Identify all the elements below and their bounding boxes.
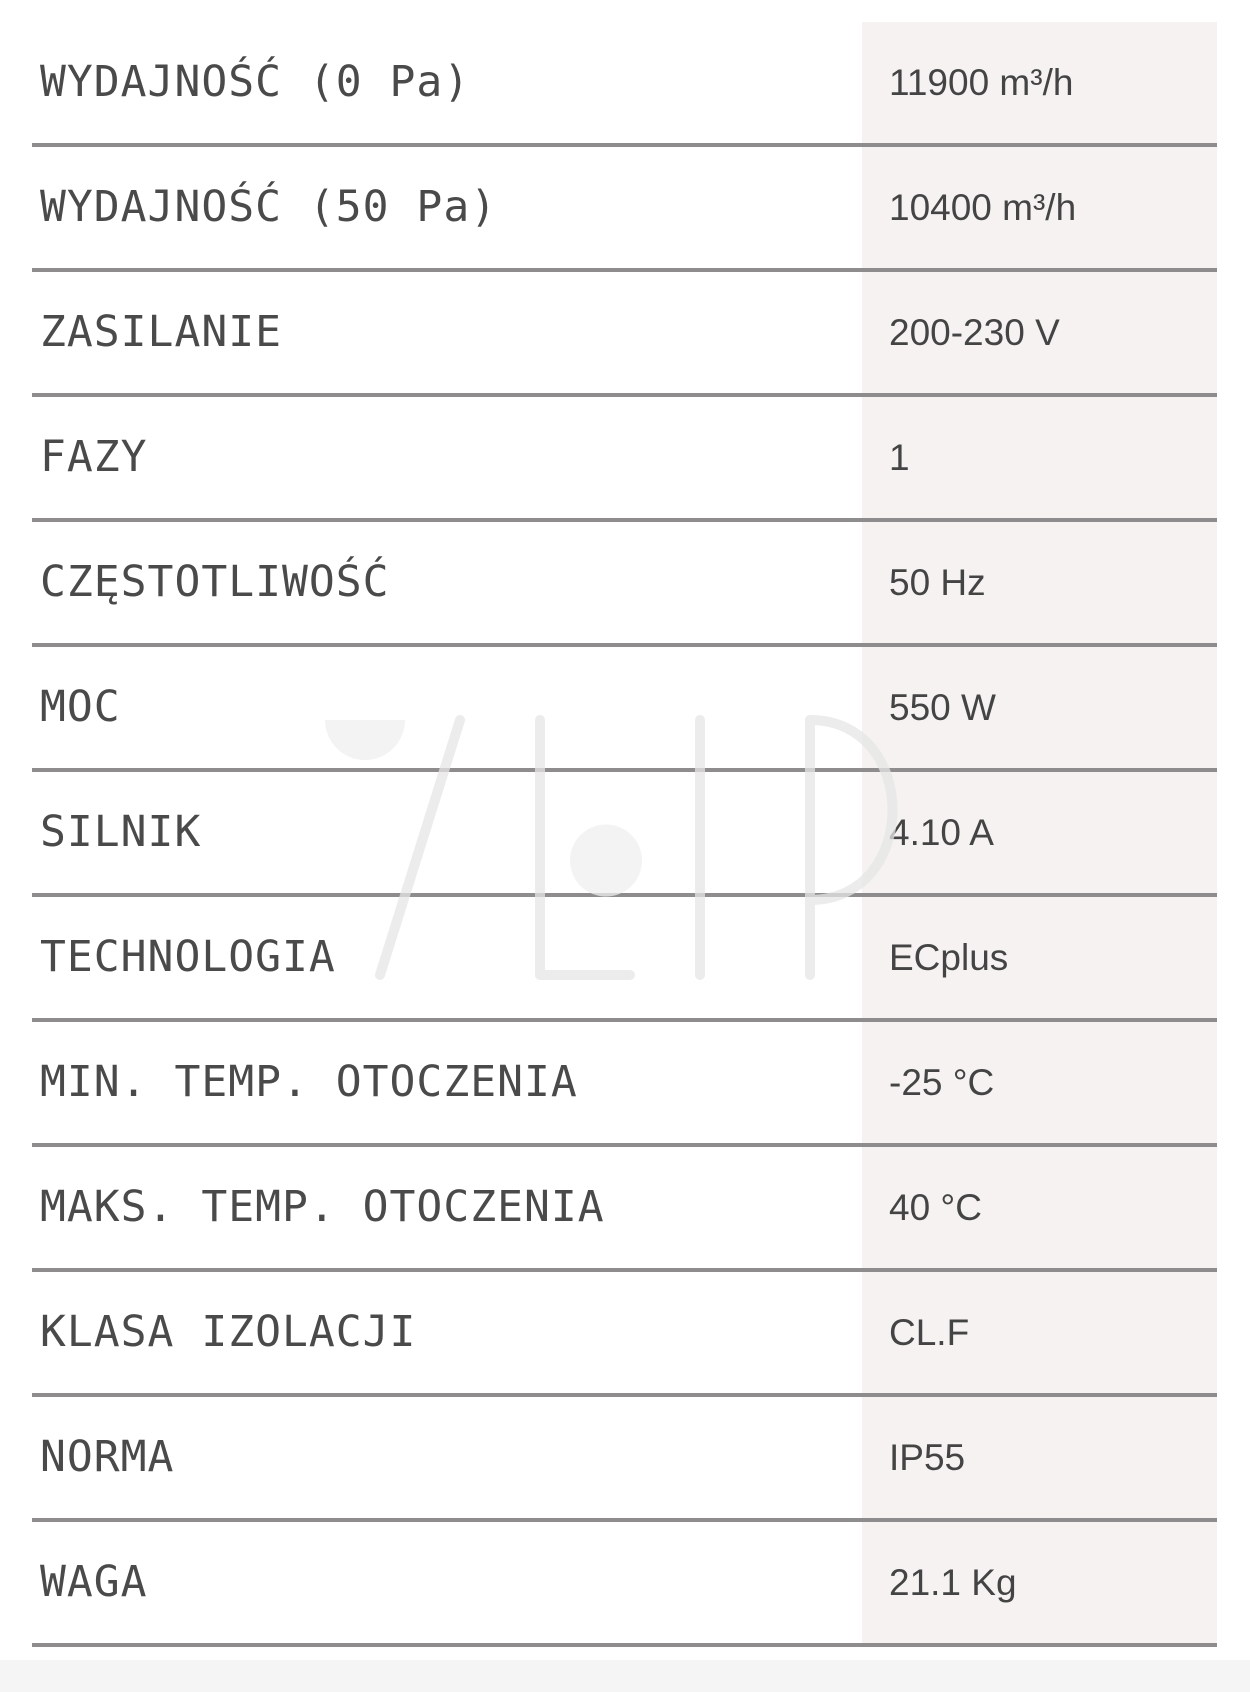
spec-row <box>0 647 1250 772</box>
spec-row <box>0 1022 1250 1147</box>
spec-label: WYDAJNOŚĆ (0 Pa) <box>40 57 471 107</box>
spec-value: 4.10 A <box>889 812 994 853</box>
spec-value: 40 °C <box>889 1187 982 1228</box>
spec-value: ECplus <box>889 937 1009 978</box>
spec-label: FAZY <box>40 432 148 482</box>
spec-value: 1 <box>889 437 910 478</box>
spec-row <box>0 1272 1250 1397</box>
spec-table <box>0 22 1250 1647</box>
spec-value: 50 Hz <box>889 562 986 603</box>
spec-label: CZĘSTOTLIWOŚĆ <box>40 557 390 607</box>
spec-row <box>0 1147 1250 1272</box>
spec-label: MAKS. TEMP. OTOCZENIA <box>40 1182 605 1232</box>
spec-value: CL.F <box>889 1312 970 1353</box>
spec-row <box>0 897 1250 1022</box>
spec-row <box>0 22 1250 147</box>
spec-row <box>0 772 1250 897</box>
spec-label: MIN. TEMP. OTOCZENIA <box>40 1057 578 1107</box>
spec-value: 21.1 Kg <box>889 1562 1017 1603</box>
spec-label: MOC <box>40 682 121 732</box>
spec-value: 550 W <box>889 687 996 728</box>
spec-row <box>0 272 1250 397</box>
spec-label: ZASILANIE <box>40 307 282 357</box>
spec-value: 200-230 V <box>889 312 1060 353</box>
spec-value: IP55 <box>889 1437 966 1478</box>
spec-row <box>0 522 1250 647</box>
spec-label: NORMA <box>40 1432 175 1482</box>
spec-row <box>0 397 1250 522</box>
spec-row <box>0 1522 1250 1647</box>
spec-value: 11900 m³/h <box>889 62 1074 103</box>
spec-label: TECHNOLOGIA <box>40 932 336 982</box>
spec-label: WAGA <box>40 1557 148 1607</box>
spec-row <box>0 1397 1250 1522</box>
spec-row <box>0 147 1250 272</box>
row-divider <box>32 1643 1217 1647</box>
spec-label: SILNIK <box>40 807 202 857</box>
bottom-strip <box>0 1660 1250 1692</box>
spec-label: KLASA IZOLACJI <box>40 1307 417 1357</box>
spec-value: 10400 m³/h <box>889 187 1077 228</box>
spec-value: -25 °C <box>889 1062 995 1103</box>
spec-label: WYDAJNOŚĆ (50 Pa) <box>40 182 498 232</box>
